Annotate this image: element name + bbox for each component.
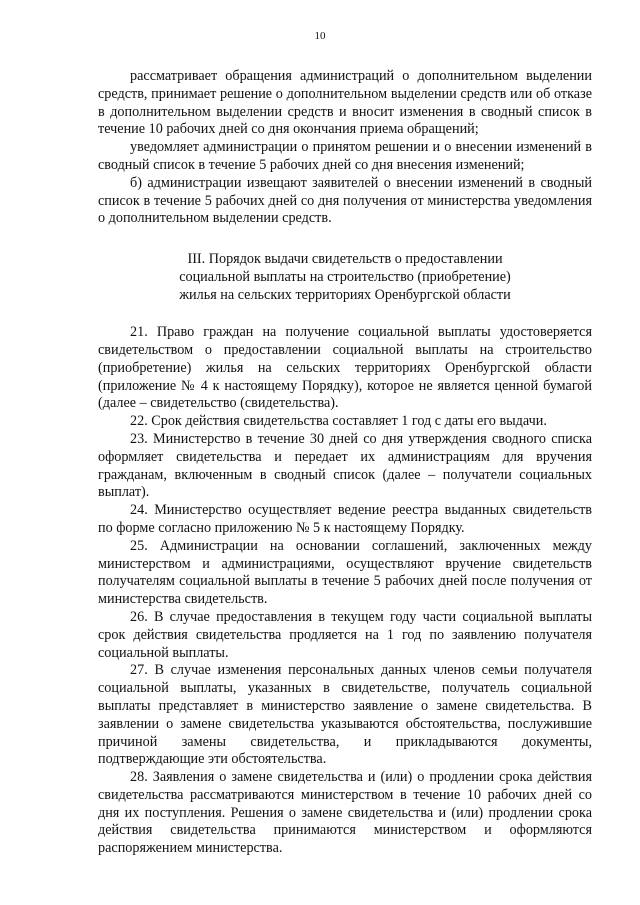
section-heading-line: социальной выплаты на строительство (приобретение) [179,269,511,286]
paragraph-25: 25. Администрации на основании соглашений, заключенных между министерством и администрациями, осуществляют вручение свидетельств получателям социальной выплаты в течение 5 рабочих дней после получения от министерства свидетельств. [98,537,592,608]
paragraph-26: 26. В случае предоставления в текущем году части социальной выплаты срок действия свидетельства продляется на 1 год по заявлению получателя социальной выплаты. [98,608,592,661]
paragraph-23: 23. Министерство в течение 30 дней со дня утверждения сводного списка оформляет свидетельства и передает их администрациям для вручения гражданам, включенным в сводный список (далее – получатели социальных выплат). [98,430,592,501]
paragraph-22: 22. Срок действия свидетельства составляет 1 год с даты его выдачи. [130,413,547,430]
paragraph-review-requests: рассматривает обращения администраций о дополнительном выделении средств, принимает решение о дополнительном выделении средств или об отказе в дополнительном выделении средств и вносит изменения в сводный список в течение 10 рабочих дней со дня окончания приема обращений; [98,68,592,138]
paragraph-28: 28. Заявления о замене свидетельства и (или) о продлении срока действия свидетельства рассматриваются министерством в течение 10 рабочих дней со дня их поступления. Решения о замене свидетельства и (или) продлении срока действия свидетельства принимаются министерством и оформляются распоряжением министерства. [98,769,592,857]
paragraph-24: 24. Министерство осуществляет ведение реестра выданных свидетельств по форме согласно приложению № 5 к настоящему Порядку. [98,502,592,536]
page-number: 10 [314,30,326,42]
paragraph-notify-administrations: уведомляет администрации о принятом решении и о внесении изменений в сводный список в течение 5 рабочих дней со дня внесения изменений; [98,139,592,173]
section-heading [98,250,592,304]
section-heading-line: жилья на сельских территориях Оренбургской области [179,287,511,304]
paragraph-notify-applicants: б) администрации извещают заявителей о внесении изменений в сводный список в течение 5 рабочих дней со дня получения от министерства уведомления о дополнительном выделении средств. [98,174,592,227]
section-heading-line: III. Порядок выдачи свидетельств о предоставлении [187,251,503,268]
paragraph-21: 21. Право граждан на получение социальной выплаты удостоверяется свидетельством о предоставлении социальной выплаты на строительство (приобретение) жилья на сельских территориях Оренбургской области (приложение № 4 к настоящему Порядку), которое не является ценной бумагой (далее – свидетельство (свидетельства). [98,324,592,412]
page-content [98,68,592,858]
paragraph-27: 27. В случае изменения персональных данных членов семьи получателя социальной выплаты, указанных в свидетельстве, получатель социальной выплаты представляет в министерство заявление о замене свидетельства. В заявлении о замене свидетельства указываются обстоятельства, послужившие причиной замены свидетельства, и прикладываются документы, подтверждающие эти обстоятельства. [98,662,592,768]
